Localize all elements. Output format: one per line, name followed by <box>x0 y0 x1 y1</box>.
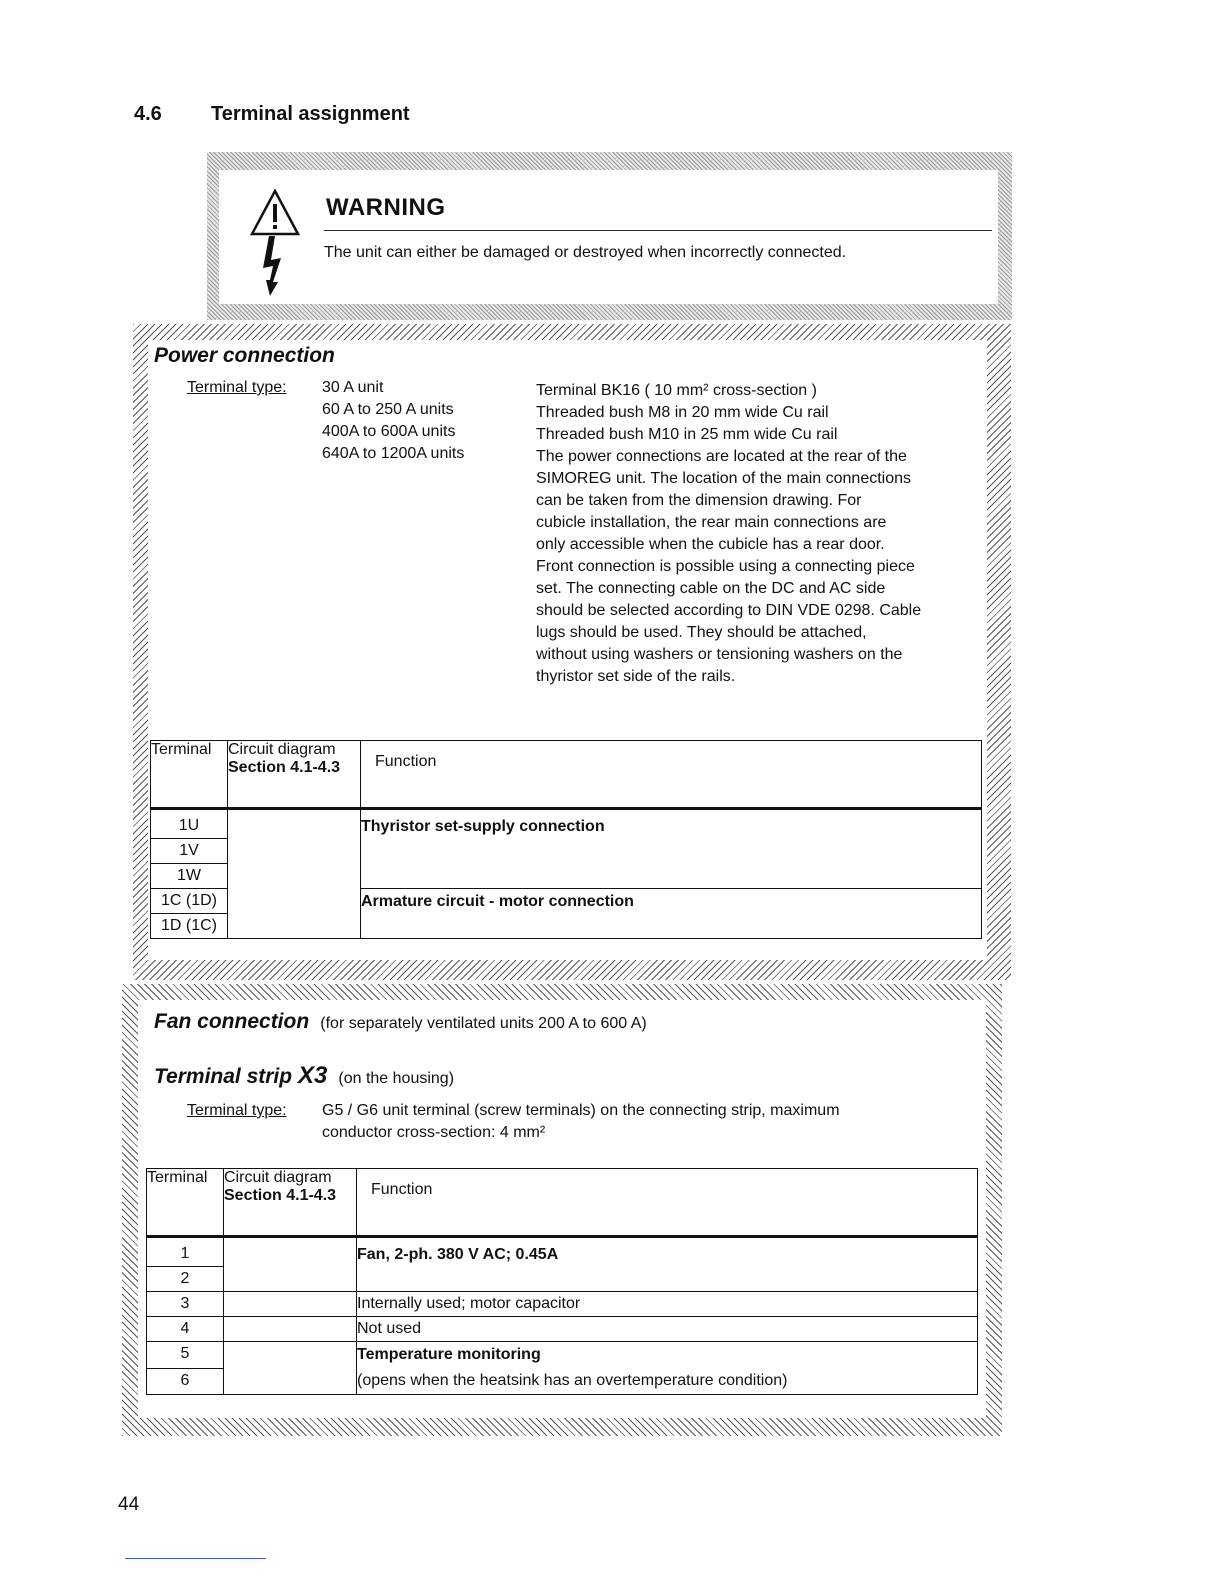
fan-section <box>138 1000 986 1418</box>
strip-heading-line <box>154 1062 454 1090</box>
col-function: Function <box>357 1169 978 1237</box>
table-row-terminal: 3 <box>147 1292 224 1317</box>
description-line: only accessible when the cubicle has a rear door. <box>536 536 885 553</box>
strip-note: (on the housing) <box>338 1070 455 1087</box>
table-row-terminal: 5 <box>147 1342 224 1369</box>
warning-text: The unit can either be damaged or destroyed when incorrectly connected. <box>324 244 847 261</box>
circuit-cell <box>224 1317 357 1342</box>
temp-monitoring-label: Temperature monitoring <box>357 1346 541 1363</box>
unit-range: 640A to 1200A units <box>322 445 465 462</box>
description-line: SIMOREG unit. The location of the main connections <box>536 470 912 487</box>
description-line: can be taken from the dimension drawing. For <box>536 492 862 509</box>
col-circuit <box>228 741 361 809</box>
function-cell: Armature circuit - motor connection <box>361 889 982 939</box>
fan-terminal-type-label: Terminal type: <box>187 1102 287 1119</box>
strip-heading: Terminal strip <box>154 1065 298 1088</box>
col-circuit <box>224 1169 357 1237</box>
table-row-terminal: 1C (1D) <box>151 889 228 914</box>
table-row-terminal: 1U <box>151 809 228 839</box>
section-number: 4.6 <box>134 103 162 125</box>
col-terminal: Terminal <box>147 1169 224 1237</box>
function-cell <box>357 1342 978 1395</box>
function-cell: Thyristor set-supply connection <box>361 809 982 889</box>
unit-range-list <box>322 377 464 465</box>
strip-heading-id: X3 <box>297 1062 328 1089</box>
table-row-terminal: 1V <box>151 839 228 864</box>
page-number: 44 <box>118 1494 140 1515</box>
fan-heading: Fan connection <box>154 1010 310 1033</box>
table-row-terminal: 2 <box>147 1267 224 1292</box>
circuit-cell <box>228 809 361 939</box>
power-heading: Power connection <box>154 344 335 367</box>
col-circuit-line2: Section 4.1-4.3 <box>228 759 341 776</box>
table-row-terminal: 4 <box>147 1317 224 1342</box>
warning-title: WARNING <box>326 194 446 221</box>
table-row-terminal: 1 <box>147 1237 224 1267</box>
table-row-terminal: 1D (1C) <box>151 914 228 939</box>
description-line: lugs should be used. They should be attached, <box>536 624 867 641</box>
table-row-terminal: 1W <box>151 864 228 889</box>
description-line: thyristor set side of the rails. <box>536 668 736 685</box>
fan-terminal-type-text <box>322 1100 972 1144</box>
spec-line: Terminal BK16 ( 10 mm² cross-section ) <box>536 382 817 399</box>
fan-terminal-type-line: conductor cross-section: 4 mm² <box>322 1124 546 1141</box>
unit-range: 30 A unit <box>322 379 384 396</box>
circuit-cell <box>224 1237 357 1292</box>
table-row-terminal: 6 <box>147 1368 224 1395</box>
temp-monitoring-note: (opens when the heatsink has an overtemperature condition) <box>357 1372 788 1389</box>
power-terminal-table <box>150 740 982 939</box>
power-terminal-type-label: Terminal type: <box>187 379 287 396</box>
col-terminal: Terminal <box>151 741 228 809</box>
description-line: should be selected according to DIN VDE 0298. Cable <box>536 602 922 619</box>
fan-heading-note: (for separately ventilated units 200 A to 600 A) <box>320 1015 647 1032</box>
warning-box <box>207 152 1012 320</box>
lightning-bolt-icon <box>259 236 287 296</box>
fan-terminal-type-line: G5 / G6 unit terminal (screw terminals) on the connecting strip, maximum <box>322 1102 840 1119</box>
description-line: The power connections are located at the rear of the <box>536 448 907 465</box>
description-line: without using washers or tensioning washers on the <box>536 646 903 663</box>
fan-terminal-table <box>146 1168 978 1395</box>
unit-range: 400A to 600A units <box>322 423 456 440</box>
power-section <box>148 340 987 960</box>
power-spec-text <box>536 380 976 688</box>
description-line: cubicle installation, the rear main connections are <box>536 514 887 531</box>
description-line: set. The connecting cable on the DC and AC side <box>536 580 886 597</box>
function-cell: Fan, 2-ph. 380 V AC; 0.45A <box>357 1237 978 1292</box>
warning-divider <box>324 230 992 231</box>
description-line: Front connection is possible using a connecting piece <box>536 558 915 575</box>
fan-heading-line <box>154 1010 647 1035</box>
spec-line: Threaded bush M8 in 20 mm wide Cu rail <box>536 404 829 421</box>
col-circuit-line1: Circuit diagram <box>228 741 336 758</box>
unit-range: 60 A to 250 A units <box>322 401 454 418</box>
col-function: Function <box>361 741 982 809</box>
function-cell: Internally used; motor capacitor <box>357 1292 978 1317</box>
footer-line <box>125 1558 266 1559</box>
circuit-cell <box>224 1292 357 1317</box>
warning-triangle-icon <box>249 188 301 236</box>
section-title: Terminal assignment <box>211 103 410 125</box>
col-circuit-line1: Circuit diagram <box>224 1169 332 1186</box>
warning-panel <box>219 170 998 304</box>
col-circuit-line2: Section 4.1-4.3 <box>224 1187 337 1204</box>
function-cell: Not used <box>357 1317 978 1342</box>
spec-line: Threaded bush M10 in 25 mm wide Cu rail <box>536 426 838 443</box>
circuit-cell <box>224 1342 357 1395</box>
